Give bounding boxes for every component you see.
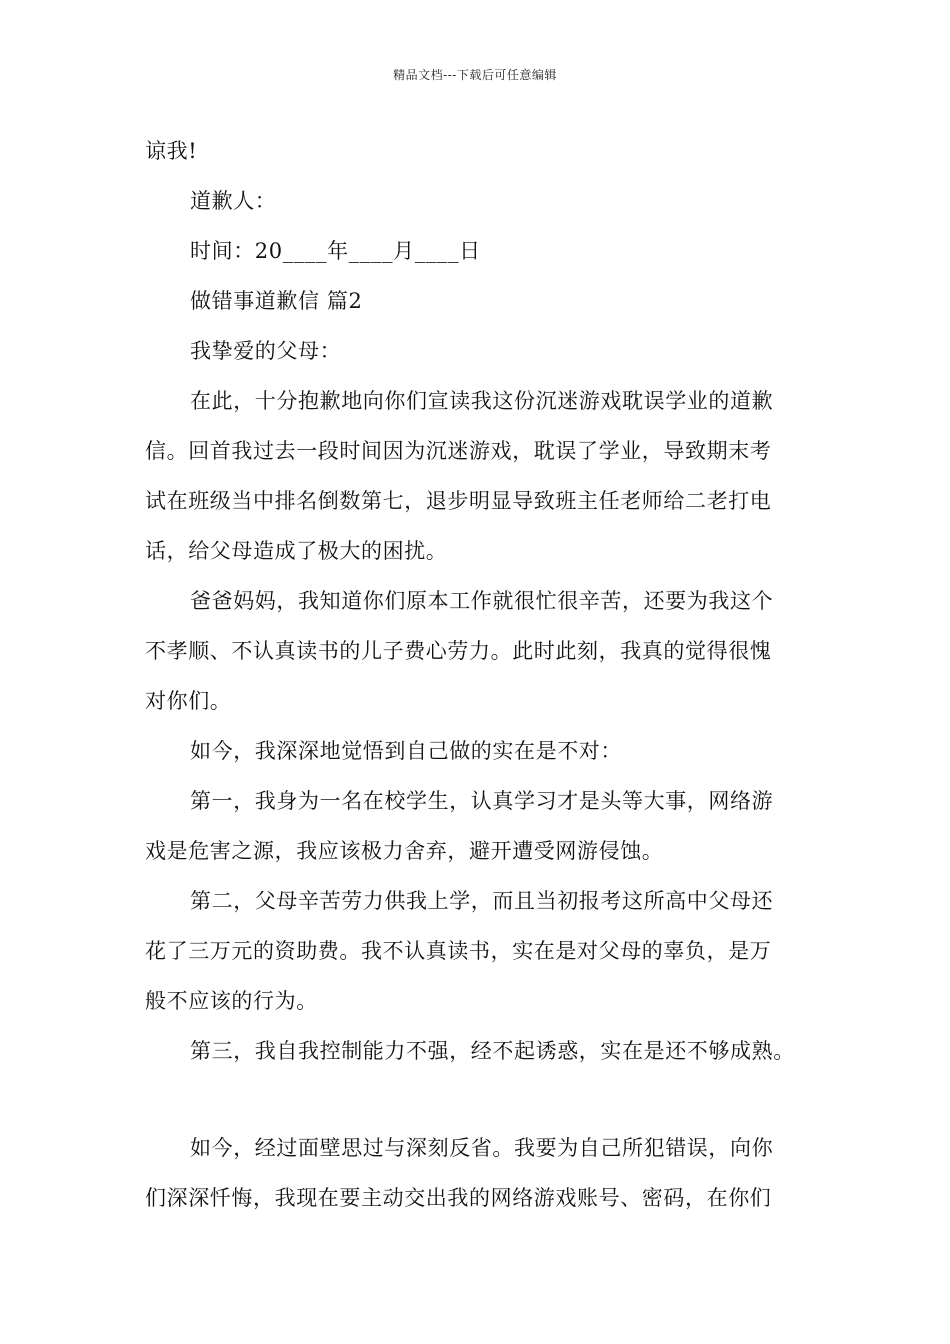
paragraph-line: 第三，我自我控制能力不强，经不起诱惑，实在是还不够成熟。 — [190, 1039, 795, 1063]
salutation: 我挚爱的父母： — [190, 339, 342, 363]
paragraph-line: 们深深忏悔，我现在要主动交出我的网络游戏账号、密码，在你们 — [145, 1186, 772, 1210]
page-header: 精品文档---下载后可任意编辑 — [393, 68, 557, 82]
section-title: 做错事道歉信 篇2 — [190, 289, 363, 313]
paragraph-line: 花了三万元的资助费。我不认真读书，实在是对父母的辜负，是万 — [145, 939, 772, 963]
paragraph-line: 第二，父母辛苦劳力供我上学，而且当初报考这所高中父母还 — [190, 889, 774, 913]
paragraph-line: 信。回首我过去一段时间因为沉迷游戏，耽误了学业，导致期末考 — [145, 439, 772, 463]
paragraph-line: 不孝顺、不认真读书的儿子费心劳力。此时此刻，我真的觉得很愧 — [145, 639, 772, 663]
signature-label: 道歉人： — [190, 189, 277, 213]
paragraph-line: 戏是危害之源，我应该极力舍弃，避开遭受网游侵蚀。 — [145, 839, 664, 863]
text-line: 谅我! — [145, 139, 198, 163]
paragraph-line: 在此，十分抱歉地向你们宣读我这份沉迷游戏耽误学业的道歉 — [190, 389, 774, 413]
paragraph-line: 般不应该的行为。 — [145, 989, 318, 1013]
paragraph-line: 如今，经过面壁思过与深刻反省。我要为自己所犯错误，向你 — [190, 1136, 774, 1160]
paragraph-line: 试在班级当中排名倒数第七，退步明显导致班主任老师给二老打电 — [145, 489, 772, 513]
paragraph-line: 如今，我深深地觉悟到自己做的实在是不对： — [190, 739, 622, 763]
date-line: 时间：20____年____月____日 — [190, 239, 481, 263]
paragraph-line: 爸爸妈妈，我知道你们原本工作就很忙很辛苦，还要为我这个 — [190, 589, 774, 613]
paragraph-line: 第一，我身为一名在校学生，认真学习才是头等大事，网络游 — [190, 789, 774, 813]
paragraph-line: 话，给父母造成了极大的困扰。 — [145, 539, 448, 563]
paragraph-line: 对你们。 — [145, 689, 232, 713]
